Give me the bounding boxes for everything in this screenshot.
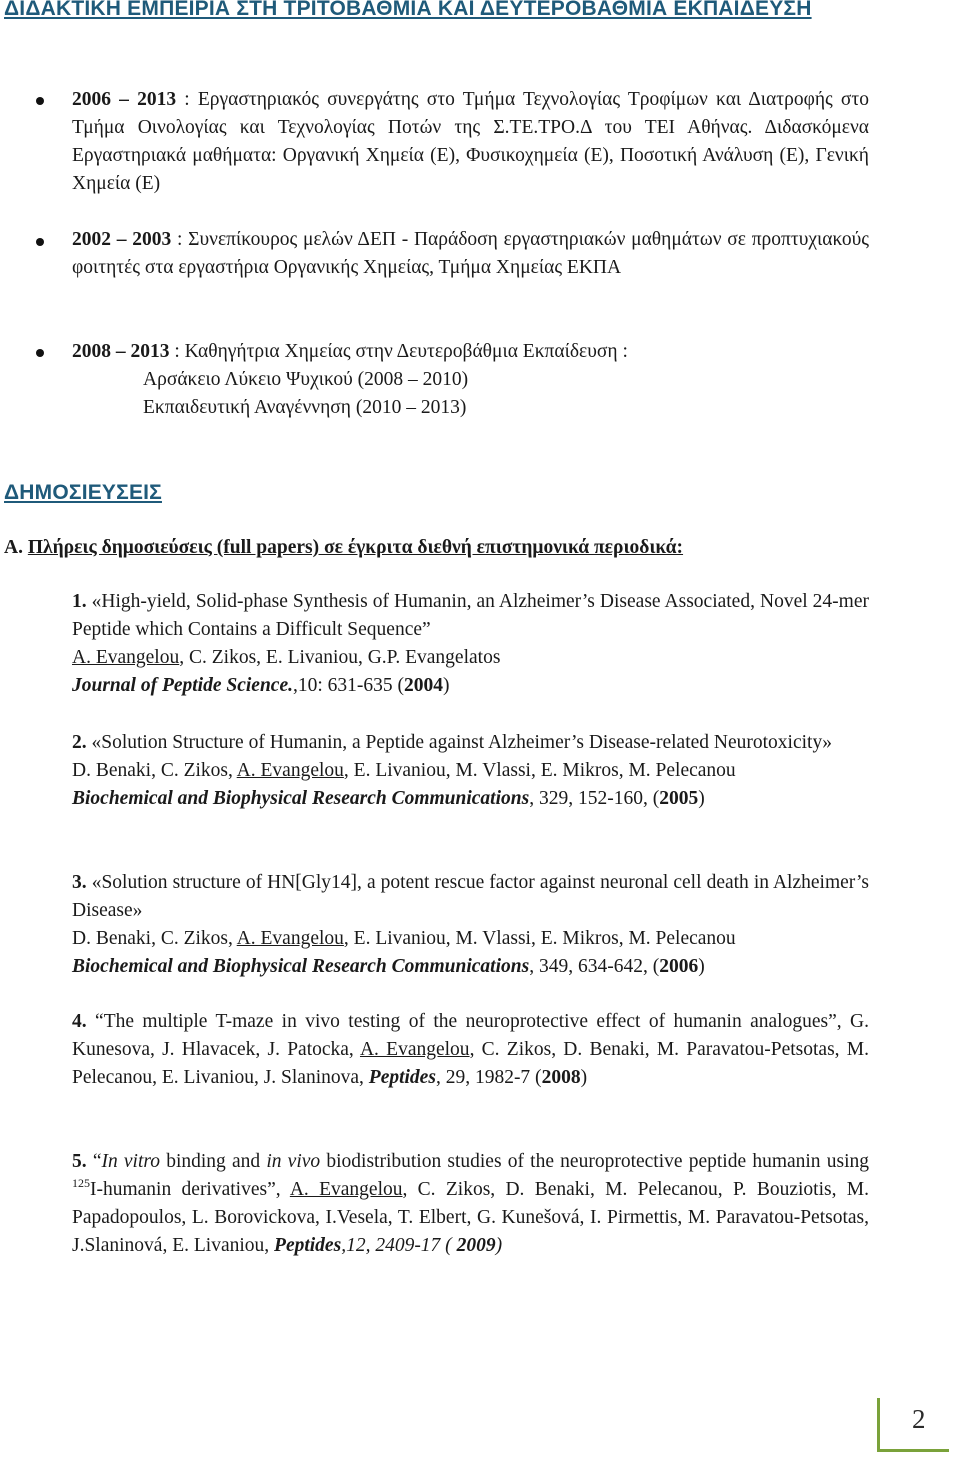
- publication-authors: , C. Zikos, D. Benaki, M. Pelecanou, P. Bouziotis, M. Papadopoulos, L. Borovickova, I.Vesela, T. Elbert, G. Kunešová, I. Pirmettis, M. Paravatou-Petsotas, J.Slaninová, E. Livaniou,: [72, 1179, 869, 1256]
- page-number: 2: [912, 1404, 926, 1434]
- publication-5: [72, 1148, 869, 1260]
- publication-authors: , E. Livaniou, M. Vlassi, E. Mikros, M. Pelecanou: [343, 760, 736, 781]
- journal-name: Biochemical and Biophysical Research Communications: [72, 788, 530, 809]
- publication-number: 1.: [72, 591, 87, 612]
- publication-title: «Solution Structure of Humanin, a Peptide against Alzheimer’s Disease-related Neurotoxicity»: [91, 732, 832, 753]
- publication-details: , 329, 152-160, (: [529, 788, 660, 809]
- section-heading-publications: ΔΗΜΟΣΙΕΥΣΕΙΣ: [4, 481, 162, 504]
- publication-number: 3.: [72, 872, 87, 893]
- publication-number: 5.: [72, 1151, 87, 1172]
- teaching-item-years: 2008 – 2013: [72, 341, 170, 362]
- teaching-item-text: : Εργαστηριακός συνεργάτης στο Τμήμα Τεχνολογίας Τροφίμων και Διατροφής στο Τμήμα Οινολογίας και Τεχνολογίας Ποτών της Σ.ΤΕ.ΤΡΟ.Δ του ΤΕΙ Αθήνας. Διδασκόμενα Εργαστηριακά μαθήματα: Οργανική Χημεία (Ε), Φυσικοχημεία (Ε), Ποσοτική Ανάλυση (Ε), Γενική Χημεία (Ε): [72, 89, 870, 194]
- journal-name: Peptides: [274, 1235, 342, 1256]
- teaching-item-text: : Συνεπίκουρος μελών ΔΕΠ - Παράδοση εργαστηριακών μαθημάτων σε προπτυχιακούς φοιτητές στα εργαστήρια Οργανικής Χημείας, Τμήμα Χημείας ΕΚΠΑ: [72, 229, 870, 278]
- school-entry: Εκπαιδευτική Αναγέννηση (2010 – 2013): [143, 397, 467, 418]
- italic-term: In vitro: [101, 1151, 161, 1172]
- publication-text: I-humanin derivatives”,: [90, 1179, 290, 1200]
- journal-name: Biochemical and Biophysical Research Communications: [72, 956, 530, 977]
- publication-authors: , C. Zikos, D. Benaki, M. Paravatou-Petsotas, M. Pelecanou, E. Livaniou, J. Slaninova,: [72, 1039, 869, 1088]
- journal-name: Peptides: [368, 1067, 436, 1088]
- teaching-item-1: [72, 86, 869, 198]
- highlighted-author: A. Evangelou: [236, 760, 344, 781]
- teaching-item-3: [72, 338, 869, 422]
- publication-close: ): [698, 788, 705, 809]
- publications-subheading: [4, 534, 683, 562]
- publication-3: [72, 869, 869, 981]
- journal-name: Journal of Peptide Science.: [72, 675, 293, 696]
- publication-authors: , C. Zikos, E. Livaniou, G.P. Evangelatos: [179, 647, 501, 668]
- publication-year: 2006: [659, 956, 699, 977]
- school-entry: Αρσάκειο Λύκειο Ψυχικού (2008 – 2010): [143, 369, 469, 390]
- publication-close: ): [495, 1235, 503, 1256]
- publication-close: ): [698, 956, 705, 977]
- publication-details: , 29, 1982-7 (: [435, 1067, 542, 1088]
- publication-text: biodistribution studies of the neuroprotective peptide humanin using: [320, 1151, 869, 1172]
- teaching-item-2: [72, 226, 869, 282]
- bullet-dot: [36, 238, 44, 246]
- isotope-superscript: 125: [72, 1176, 90, 1190]
- publication-year: 2008: [541, 1067, 581, 1088]
- publication-details: ,12, 2409-17 (: [341, 1235, 457, 1256]
- publication-authors: , E. Livaniou, M. Vlassi, E. Mikros, M. Pelecanou: [343, 928, 736, 949]
- bullet-dot: [36, 97, 44, 105]
- publication-year: 2005: [659, 788, 699, 809]
- quote-open: “: [92, 1151, 102, 1172]
- publication-authors: D. Benaki, C. Zikos,: [72, 760, 237, 781]
- teaching-item-years: 2002 – 2003: [72, 229, 172, 250]
- publication-2: [72, 729, 869, 813]
- publication-number: 4.: [72, 1011, 87, 1032]
- highlighted-author: A. Evangelou: [72, 647, 180, 668]
- publication-text: “The multiple T-maze in vivo testing of the neuroprotective effect of humanin analogues”, G. Kunesova, J. Hlavacek, J. Patocka,: [72, 1011, 869, 1060]
- publication-year: 2009: [456, 1235, 496, 1256]
- subheading-title: Πλήρεις δημοσιεύσεις (full papers) σε έγκριτα διεθνή επιστημονικά περιοδικά:: [27, 537, 684, 558]
- publication-text: binding and: [160, 1151, 267, 1172]
- bullet-dot: [36, 349, 44, 357]
- publication-close: ): [443, 675, 450, 696]
- subheading-prefix: Α.: [4, 537, 23, 558]
- publication-details: ,10: 631-635 (: [292, 675, 405, 696]
- publication-close: ): [580, 1067, 588, 1088]
- highlighted-author: A. Evangelou: [236, 928, 344, 949]
- section-heading-teaching: ΔΙΔΑΚΤΙΚΗ ΕΜΠΕΙΡΙΑ ΣΤΗ ΤΡΙΤΟΒΑΘΜΙΑ ΚΑΙ ΔΕΥΤΕΡΟΒΑΘΜΙΑ ΕΚΠΑΙΔΕΥΣΗ: [4, 0, 812, 20]
- publication-number: 2.: [72, 732, 87, 753]
- publication-1: [72, 588, 869, 700]
- publication-year: 2004: [404, 675, 444, 696]
- publication-title: «Solution structure of HN[Gly14], a potent rescue factor against neuronal cell death in Alzheimer’s Disease»: [72, 872, 870, 921]
- italic-term: in vivo: [266, 1151, 321, 1172]
- publication-details: , 349, 634-642, (: [529, 956, 660, 977]
- highlighted-author: A. Evangelou: [359, 1039, 470, 1060]
- teaching-item-text: : Καθηγήτρια Χημείας στην Δευτεροβάθμια Εκπαίδευση :: [174, 341, 628, 362]
- publication-authors: D. Benaki, C. Zikos,: [72, 928, 237, 949]
- publication-title: «High-yield, Solid-phase Synthesis of Humanin, an Alzheimer’s Disease Associated, Novel 24-mer Peptide which Contains a Difficult Sequence”: [72, 591, 869, 640]
- teaching-item-years: 2006 – 2013: [72, 89, 177, 110]
- publication-4: [72, 1008, 869, 1092]
- highlighted-author: A. Evangelou: [289, 1179, 403, 1200]
